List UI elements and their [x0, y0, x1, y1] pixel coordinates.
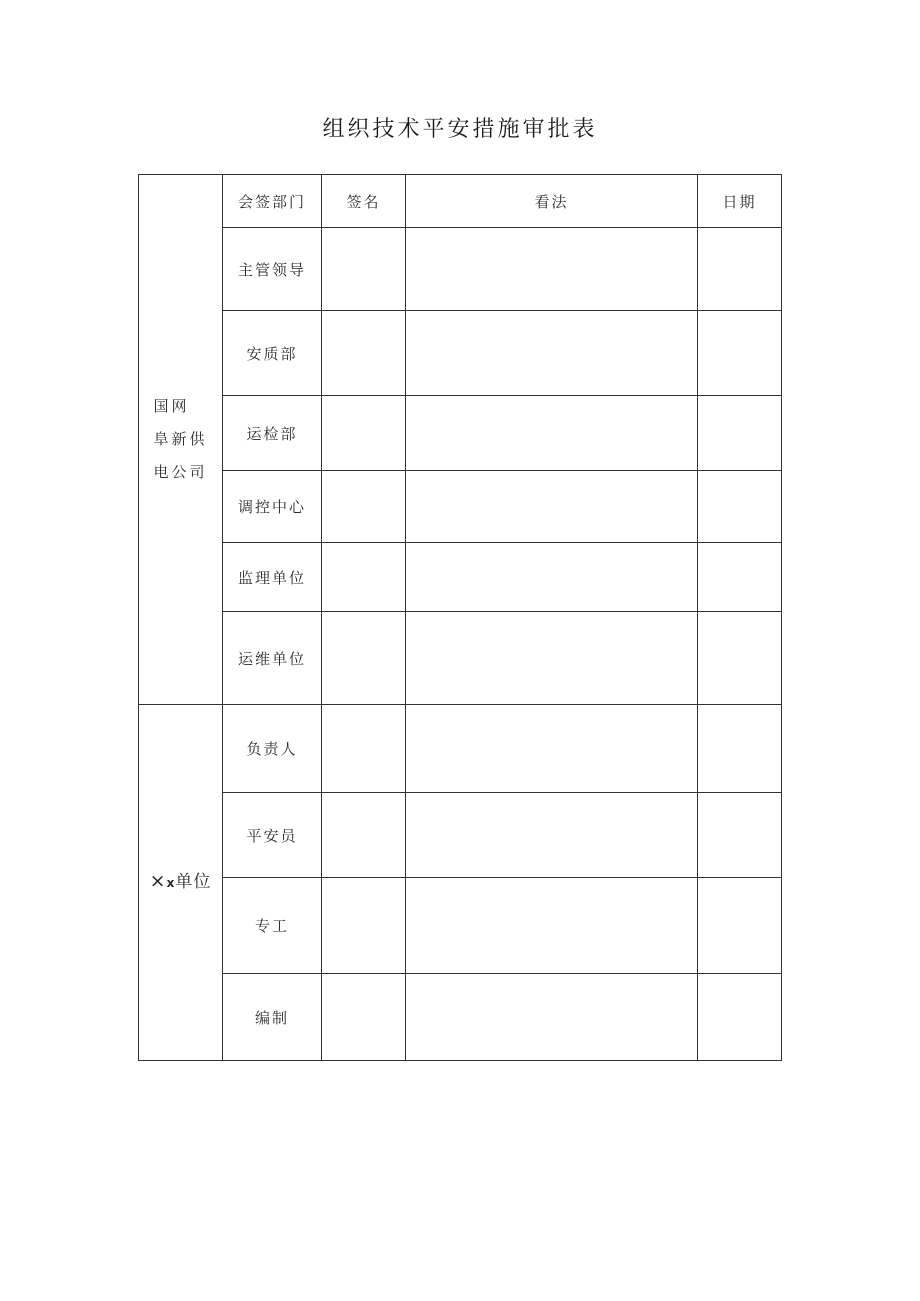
page-title: 组织技术平安措施审批表: [322, 117, 598, 142]
date-cell[interactable]: [698, 793, 782, 878]
signature-cell[interactable]: [322, 612, 406, 705]
department-label: 专工: [223, 878, 322, 974]
department-label: 负责人: [223, 705, 322, 793]
opinion-cell[interactable]: [406, 878, 698, 974]
signature-cell[interactable]: [322, 878, 406, 974]
org-line: 国网: [153, 397, 190, 415]
date-cell[interactable]: [698, 543, 782, 612]
department-label: 主管领导: [223, 228, 322, 311]
signature-cell[interactable]: [322, 793, 406, 878]
department-label: 监理单位: [223, 543, 322, 612]
header-signature: 签名: [322, 175, 406, 228]
header-opinion: 看法: [406, 175, 698, 228]
table-row: [139, 311, 782, 396]
org-small: x: [166, 876, 176, 890]
table-row: [139, 471, 782, 543]
date-cell[interactable]: [698, 974, 782, 1061]
department-label: 调控中心: [223, 471, 322, 543]
date-cell[interactable]: [698, 311, 782, 396]
opinion-cell[interactable]: [406, 311, 698, 396]
x-mark: ×: [149, 870, 167, 892]
org-label-state-grid: [153, 390, 207, 489]
date-cell[interactable]: [698, 878, 782, 974]
opinion-cell[interactable]: [406, 396, 698, 471]
org-text: 单位: [175, 872, 212, 892]
opinion-cell[interactable]: [406, 705, 698, 793]
org-cell-state-grid: [139, 175, 223, 705]
date-cell[interactable]: [698, 612, 782, 705]
opinion-cell[interactable]: [406, 228, 698, 311]
signature-cell[interactable]: [322, 543, 406, 612]
date-cell[interactable]: [698, 471, 782, 543]
table-row: [139, 612, 782, 705]
date-cell[interactable]: [698, 396, 782, 471]
approval-table: [138, 174, 782, 1061]
opinion-cell[interactable]: [406, 612, 698, 705]
department-label: 编制: [223, 974, 322, 1061]
opinion-cell[interactable]: [406, 471, 698, 543]
opinion-cell[interactable]: [406, 793, 698, 878]
signature-cell[interactable]: [322, 396, 406, 471]
table-row: [139, 793, 782, 878]
department-label: 平安员: [223, 793, 322, 878]
opinion-cell[interactable]: [406, 543, 698, 612]
signature-cell[interactable]: [322, 471, 406, 543]
signature-cell[interactable]: [322, 705, 406, 793]
signature-cell[interactable]: [322, 228, 406, 311]
header-row: [139, 175, 782, 228]
opinion-cell[interactable]: [406, 974, 698, 1061]
table-row: [139, 705, 782, 793]
date-cell[interactable]: [698, 228, 782, 311]
department-label: 运检部: [223, 396, 322, 471]
header-department: 会签部门: [223, 175, 322, 228]
department-label: 运维单位: [223, 612, 322, 705]
table-row: [139, 543, 782, 612]
signature-cell[interactable]: [322, 311, 406, 396]
table-row: [139, 878, 782, 974]
org-label-unit: [150, 865, 212, 900]
org-line: 电公司: [153, 463, 208, 481]
table-row: [139, 974, 782, 1061]
signature-cell[interactable]: [322, 974, 406, 1061]
date-cell[interactable]: [698, 705, 782, 793]
table-row: [139, 396, 782, 471]
header-date: 日期: [698, 175, 782, 228]
table-row: [139, 228, 782, 311]
department-label: 安质部: [223, 311, 322, 396]
org-cell-unit: [139, 705, 223, 1061]
org-line: 阜新供: [153, 430, 208, 448]
